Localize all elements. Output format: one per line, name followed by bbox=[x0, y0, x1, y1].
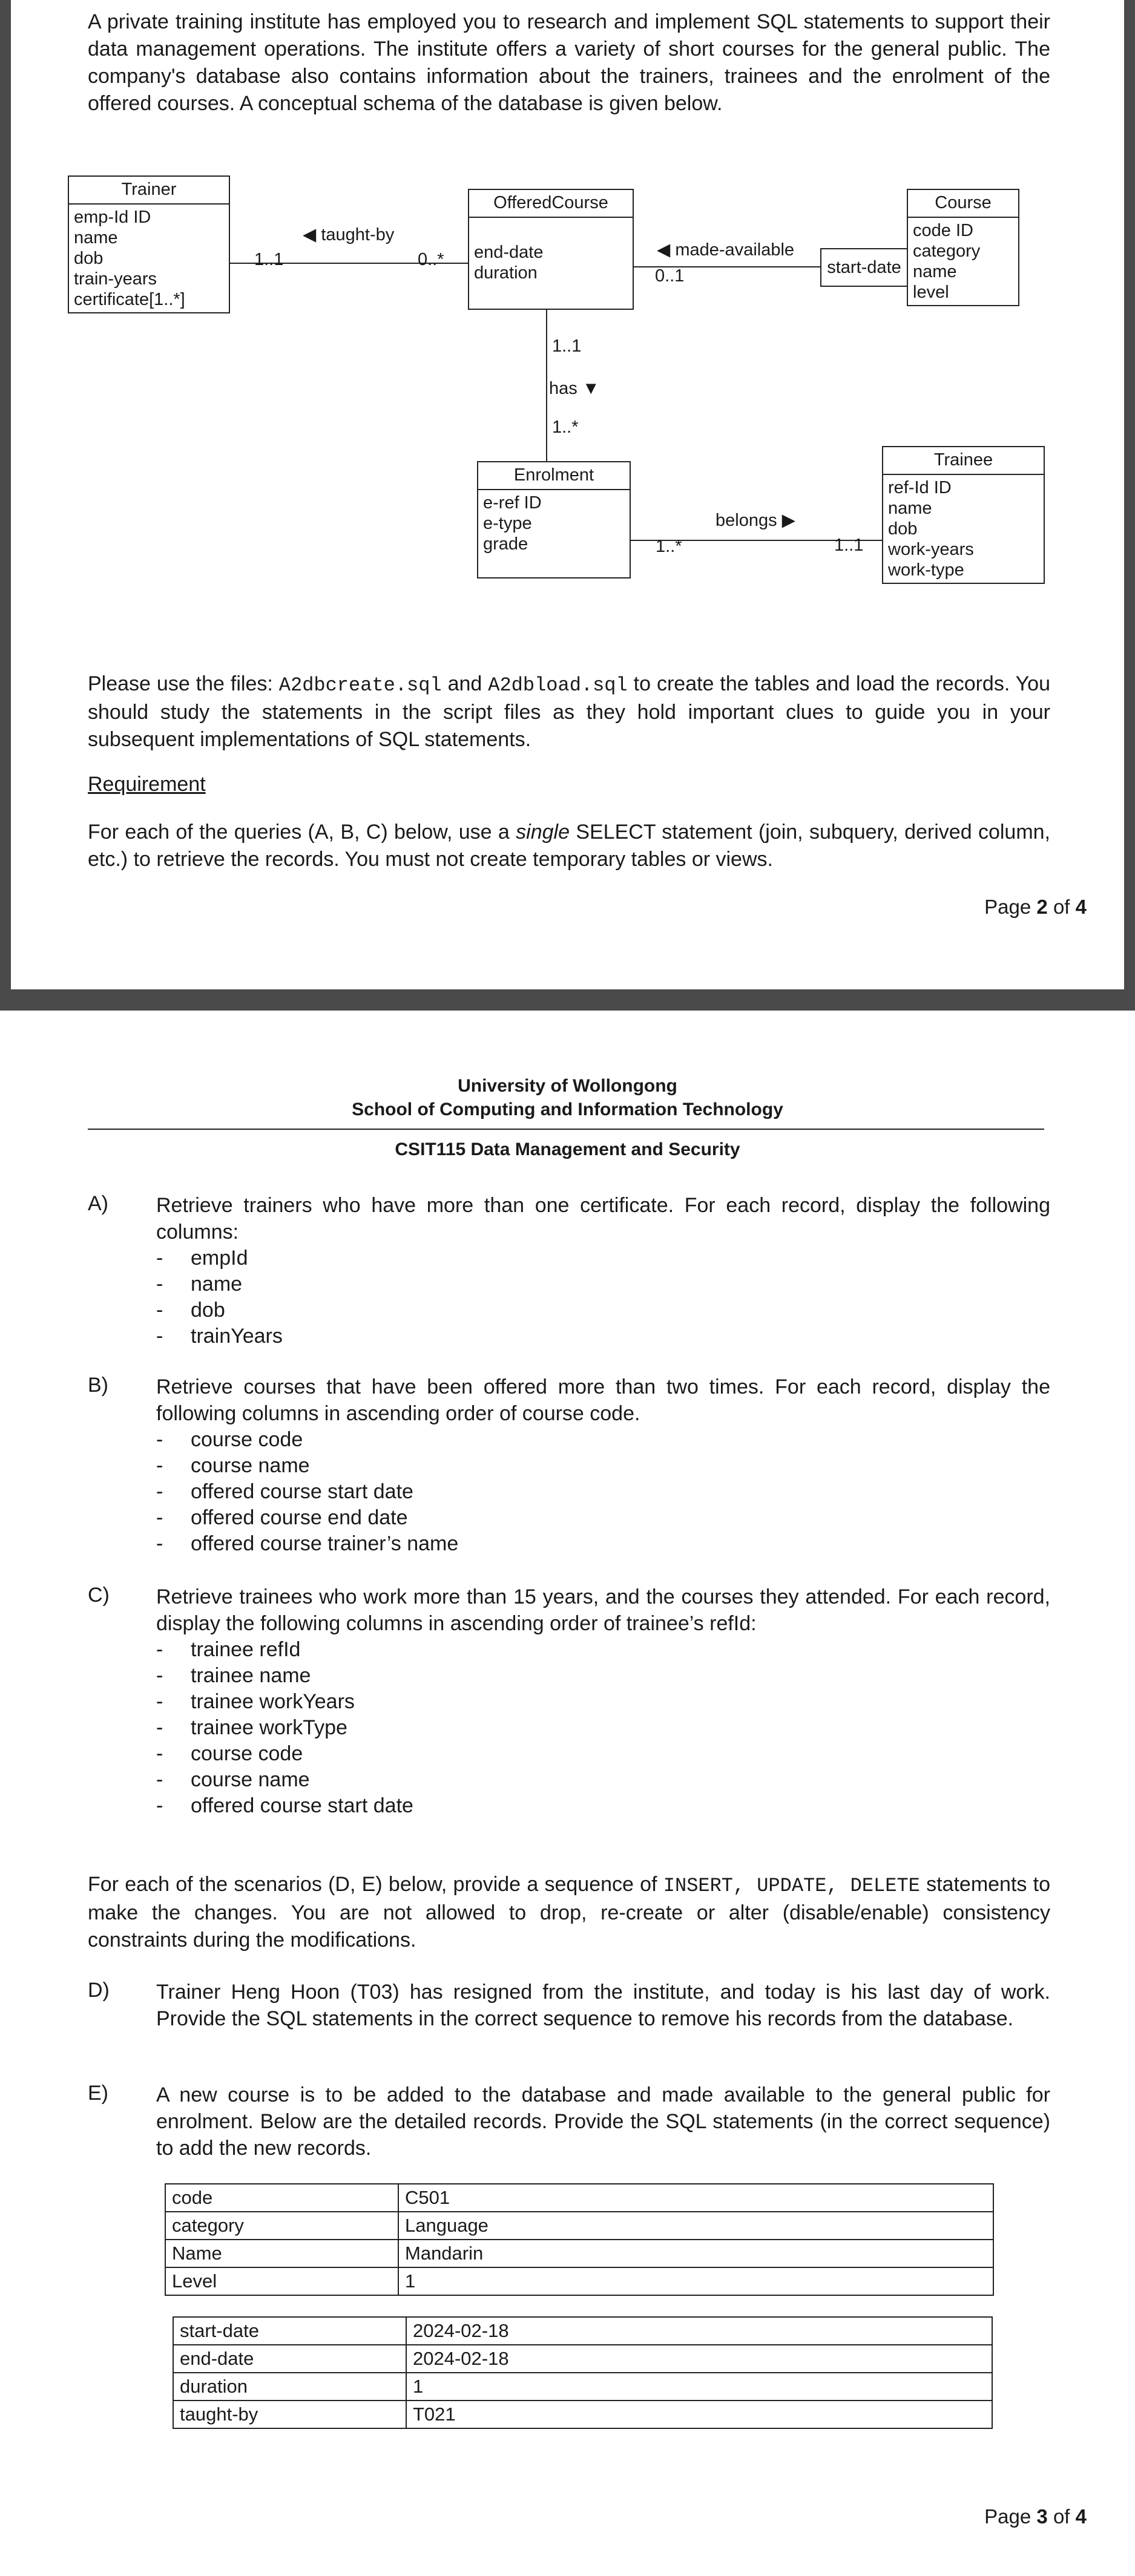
scenario-paragraph: For each of the scenarios (D, E) below, provide a sequence of INSERT, UPDATE, DELETE statements to make the changes. You are not allowed to drop, re-create or alter (disable/enable) consistency constraints during the modifications. bbox=[88, 1873, 1051, 1952]
header-rule bbox=[88, 1129, 1044, 1130]
entity-attributes: end-date duration bbox=[474, 243, 544, 283]
question-d-letter: D) bbox=[88, 1979, 110, 2002]
question-c: Retrieve trainees who work more than 15 years, and the courses they attended. For each record, display the following columns in ascending order of trainee’s refId: - trainee refId - trainee name - trainee workYears - trainee workType - course code - course name - offered course start date bbox=[156, 1584, 1050, 1819]
entity-title: Trainer bbox=[69, 177, 229, 205]
intro-paragraph: A private training institute has employed you to research and implement SQL statements to support their data management operations. The institute offers a variety of short courses for the general public. The company's database also contains information about the trainers, trainees and the enrolment of the offered courses. A conceptual schema of the database is given below. bbox=[88, 10, 1050, 115]
mult-offered-course-has: 1..1 bbox=[552, 336, 582, 356]
page-separator bbox=[0, 989, 1135, 1011]
table-row: Level 1 bbox=[165, 2267, 993, 2295]
mult-offered-course-course: 0..1 bbox=[655, 266, 685, 286]
list-item: - offered course trainer’s name bbox=[156, 1531, 1050, 1557]
label-has: has ▼ bbox=[549, 379, 600, 398]
entity-attributes: emp-Id ID name dob train-years certificate[1..*] bbox=[74, 208, 185, 309]
list-item: - course name bbox=[156, 1767, 1050, 1793]
table-row: taught-by T021 bbox=[173, 2401, 992, 2428]
university-name: University of Wollongong bbox=[458, 1076, 677, 1096]
mult-trainer: 1..1 bbox=[254, 250, 284, 269]
mult-enrolment-belongs: 1..* bbox=[656, 537, 682, 556]
line-has bbox=[546, 309, 547, 462]
table-row: category Language bbox=[165, 2212, 993, 2240]
entity-course bbox=[907, 189, 1019, 306]
table-row: duration 1 bbox=[173, 2373, 992, 2401]
entity-title: OfferedCourse bbox=[469, 190, 633, 218]
question-e: A new course is to be added to the database and made available to the general public for enrolment. Below are the detailed records. Provide the SQL statements (in the correct sequence) to add the new records. bbox=[156, 2083, 1050, 2160]
question-c-letter: C) bbox=[88, 1584, 110, 1607]
list-item: - offered course start date bbox=[156, 1793, 1050, 1819]
entity-enrolment bbox=[477, 461, 631, 578]
table-row: end-date 2024-02-18 bbox=[173, 2345, 992, 2373]
sql-keywords: INSERT, UPDATE, DELETE bbox=[663, 1875, 920, 1897]
requirement-heading: Requirement bbox=[88, 773, 206, 796]
table-row: Name Mandarin bbox=[165, 2240, 993, 2267]
entity-offered-course bbox=[468, 189, 634, 310]
entity-attributes: e-ref ID e-type grade bbox=[483, 493, 542, 554]
question-b: Retrieve courses that have been offered more than two times. For each record, display the following columns in ascending order of course code. - course code - course name - offered course start date - offered course end date - offered course trainer’s name bbox=[156, 1374, 1050, 1557]
entity-title: Course bbox=[908, 190, 1018, 218]
table-row: start-date 2024-02-18 bbox=[173, 2317, 992, 2345]
page-left-border bbox=[0, 0, 11, 1011]
list-item: - name bbox=[156, 1271, 1050, 1297]
list-item: - dob bbox=[156, 1297, 1050, 1323]
question-b-letter: B) bbox=[88, 1374, 108, 1397]
question-a-letter: A) bbox=[88, 1192, 108, 1215]
course-title: CSIT115 Data Management and Security bbox=[395, 1139, 740, 1159]
question-b-columns bbox=[156, 1427, 1050, 1557]
list-item: - course code bbox=[156, 1427, 1050, 1453]
label-taught-by: ◀ taught-by bbox=[303, 225, 395, 244]
entity-attributes: code ID category name level bbox=[913, 221, 981, 302]
entity-trainer bbox=[68, 175, 230, 313]
list-item: - course code bbox=[156, 1741, 1050, 1767]
page-left-margin bbox=[0, 1011, 11, 2576]
label-made-available: ◀ made-available bbox=[657, 240, 795, 260]
question-a-columns bbox=[156, 1245, 1050, 1349]
question-a: Retrieve trainers who have more than one certificate. For each record, display the following columns: - empId - name - dob - trainYears bbox=[156, 1192, 1050, 1349]
table-row: code C501 bbox=[165, 2184, 993, 2212]
question-c-columns bbox=[156, 1637, 1050, 1819]
label-belongs: belongs ▶ bbox=[716, 511, 795, 530]
mult-offered-course-trainer: 0..* bbox=[418, 250, 444, 269]
course-record-table bbox=[165, 2183, 994, 2296]
mult-trainee: 1..1 bbox=[834, 536, 864, 555]
list-item: - offered course end date bbox=[156, 1505, 1050, 1531]
page-right-border bbox=[1124, 0, 1135, 1011]
list-item: - trainee workType bbox=[156, 1715, 1050, 1741]
list-item: - trainYears bbox=[156, 1323, 1050, 1349]
list-item: - course name bbox=[156, 1453, 1050, 1479]
question-d: Trainer Heng Hoon (T03) has resigned from the institute, and today is his last day of work. Provide the SQL statements in the correct sequence to remove his records from the database. bbox=[156, 1981, 1050, 2030]
list-item: - empId bbox=[156, 1245, 1050, 1271]
list-item: - trainee name bbox=[156, 1663, 1050, 1689]
file-load: A2dbload.sql bbox=[488, 674, 628, 696]
files-paragraph: Please use the files: A2dbcreate.sql and A2dbload.sql to create the tables and load the records. You should study the statements in the script files as they hold important clues to guide you in your subsequent implementations of SQL statements. bbox=[88, 672, 1050, 751]
entity-title: Enrolment bbox=[478, 462, 630, 490]
entity-trainee bbox=[882, 446, 1045, 584]
page-number: Page 3 of 4 bbox=[984, 2505, 1087, 2528]
file-create: A2dbcreate.sql bbox=[278, 674, 442, 696]
page-header bbox=[0, 1074, 1135, 1121]
mult-enrolment-has: 1..* bbox=[552, 418, 579, 437]
question-e-letter: E) bbox=[88, 2082, 108, 2105]
list-item: - trainee workYears bbox=[156, 1689, 1050, 1715]
list-item: - trainee refId bbox=[156, 1637, 1050, 1663]
list-item: - offered course start date bbox=[156, 1479, 1050, 1505]
entity-attributes: ref-Id ID name dob work-years work-type bbox=[888, 478, 974, 580]
requirement-paragraph: For each of the queries (A, B, C) below, use a single SELECT statement (join, subquery, derived column, etc.) to retrieve the records. You must not create temporary tables or views. bbox=[88, 821, 1050, 871]
qualifier-start-date: start-date bbox=[820, 248, 908, 287]
page-number: Page 2 of 4 bbox=[984, 896, 1087, 918]
offered-course-record-table bbox=[173, 2316, 993, 2429]
school-name: School of Computing and Information Technology bbox=[352, 1100, 783, 1119]
entity-title: Trainee bbox=[883, 447, 1044, 475]
